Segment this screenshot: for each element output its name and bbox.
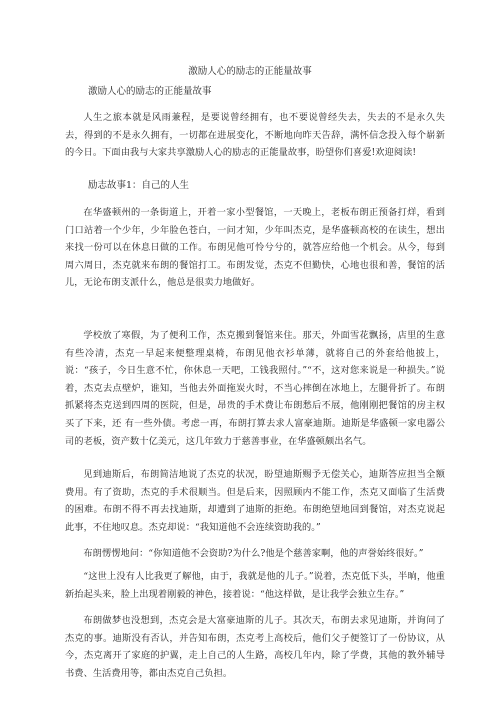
body-paragraph: “这世上没有人比我更了解他，由于，我就是他的儿子。”说着，杰克低下头，半晌，他重新抬起头来，脸上出现着刚毅的神色，接着说：“他这样做，是让我学会独立生存。” [65, 571, 445, 600]
body-paragraph: 布朗做梦也没想到，杰克会是大富豪迪斯的儿子。其次天，布朗去求见迪斯，并询问了杰克的事。迪斯没有否认，并告知布朗，杰克考上高校后，他们父子便签订了一份协议，从今，杰克离开了家庭的护翼，走上自己的人生路，高校几年内，除了学费，其他的教外辅导书费、生活费用等，都由杰克自己负担。 [65, 615, 445, 679]
body-paragraph: 在华盛顿州的一条街道上，开着一家小型餐馆，一天晚上，老板布朗正预备打烊，看到门口站着一个少年，少年脸色苍白，一问才知，少年叫杰克，是华盛顿高校的在读生，想出来找一份可以在休息日做的工作。布朗见他可怜兮兮的，就答应给他一个机会。从今，每到周六周日，杰克就来布朗的餐馆打工。布朗发觉，杰克不但勤快，心地也很和善，餐馆的活儿，无论布朗支派什么，他总是很卖力地做好。 [65, 207, 445, 289]
story-heading: 励志故事1：自己的人生 [88, 180, 190, 191]
body-paragraph: 见到迪斯后，布朗简洁地说了杰克的状况，盼望迪斯赐予无偿关心，迪斯答应担当全额费用。有了资助，杰克的手术很顺当。但是后来，因照顾内不能工作，杰克又面临了生活费的困难。布朗不得不再去找迪斯，却遭到了迪斯的拒绝。布朗绝望地回到餐馆，对杰克说起此事，不住地叹息。杰克却说：“我知道他不会连续资助我的。” [65, 469, 445, 533]
document-title: 激励人心的励志的正能量故事 [188, 66, 312, 77]
intro-paragraph: 人生之旅本就是风雨兼程，是要说曾经拥有，也不要说曾经失去，失去的不是永久失去，得到的不是永久拥有，一切都在进展变化，不断地向昨天告辞，满怀信念投入每个崭新的今日。下面由我与大家共享激励人心的励志的正能量故事，盼望你们喜爱!欢迎阅读! [65, 112, 445, 159]
body-paragraph: 学校放了寒假，为了便利工作，杰克搬到餐馆来住。那天，外面雪花飘扬，店里的生意有些冷清，杰克一早起来便整理桌椅，布朗见他衣衫单薄，就将自己的外套给他披上，说：“孩子，今日生意不忙，你休息一天吧，工钱我照付。”“不，这对您来说是一种损失。”说着，杰克去点壁炉，谁知，当他去外面拖炭火时，不当心摔倒在冰地上，左腿骨折了。布朗抓紧将杰克送到四周的医院，但是，昂贵的手术费让布朗愁后不展，他刚刚把餐馆的房主权买了下来，还 有一些外债。考虑一再，布朗打算去求人富豪迪斯。迪斯是华盛顿一家电器公司的老板，资产数十亿美元，这几年致力于慈善事业，在华盛顿颇出名气。 [65, 330, 445, 447]
body-paragraph: 布朗愣愣地问：“你知道他不会资助?为什么?他是个慈善家啊，他的声誉始终很好。” [83, 548, 424, 559]
document-subtitle: 激励人心的励志的正能量故事 [88, 86, 212, 97]
